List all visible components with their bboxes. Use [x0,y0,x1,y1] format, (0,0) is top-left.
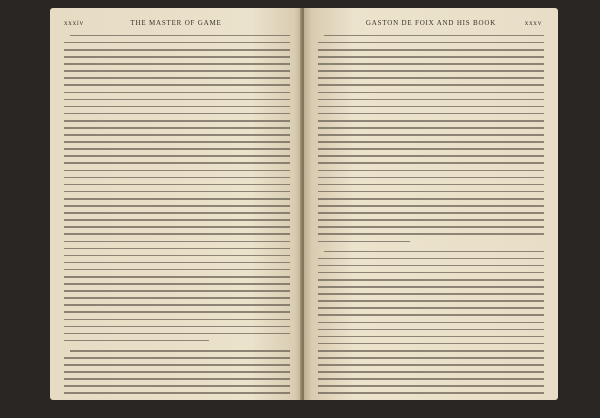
text-line [318,113,544,118]
paragraph [318,251,544,400]
left-page [50,8,302,400]
text-line [64,70,290,75]
text-line [64,304,290,309]
text-line [318,77,544,82]
text-line [64,269,290,274]
text-line [318,184,544,189]
paragraph [64,35,290,345]
right-page-number: xxxv [524,19,542,27]
text-line [318,42,544,47]
text-line [318,134,544,139]
right-head-title: GASTON DE FOIX AND HIS BOOK [365,19,497,27]
text-line [64,357,290,362]
text-line [318,70,544,75]
text-line [318,258,544,263]
text-line [64,311,290,316]
text-line [64,77,290,82]
text-line [318,279,544,284]
text-line [64,49,290,54]
text-line [318,286,544,291]
text-line [64,191,290,196]
text-line [64,233,290,238]
text-line [64,170,290,175]
text-line [64,56,290,61]
text-line [318,392,544,397]
text-line [64,92,290,97]
left-running-head [50,19,302,29]
text-line [64,141,290,146]
text-line [64,326,290,331]
text-line [64,378,290,383]
text-line [318,300,544,305]
text-line [318,177,544,182]
left-body-text [64,33,290,400]
text-line [64,276,290,281]
text-line [318,322,544,327]
text-line [318,84,544,89]
text-line [318,63,544,68]
text-line [318,148,544,153]
text-line [64,219,290,224]
text-line [318,162,544,167]
text-line [318,141,544,146]
right-running-head [304,19,558,29]
text-line [64,106,290,111]
text-line [318,233,544,238]
text-line [318,307,544,312]
text-line [64,162,290,167]
text-line [64,205,290,210]
text-line [318,343,544,348]
text-line [64,127,290,132]
text-line [64,198,290,203]
text-line [318,357,544,362]
text-line [64,99,290,104]
text-line [318,378,544,383]
text-line [318,293,544,298]
left-head-title: THE MASTER OF GAME [130,19,222,27]
text-line [318,265,544,270]
text-line [318,99,544,104]
text-line [64,226,290,231]
text-line [318,106,544,111]
text-line [64,364,290,369]
right-page [304,8,558,400]
text-line [318,191,544,196]
text-line [318,272,544,277]
text-line [64,350,290,355]
text-line [318,219,544,224]
text-line [318,127,544,132]
text-line [64,241,290,246]
text-line [64,63,290,68]
text-line [64,371,290,376]
text-line [318,251,544,256]
text-line [318,350,544,355]
text-line [318,226,544,231]
text-line [64,113,290,118]
text-line [64,177,290,182]
left-page-number: xxxiv [64,19,84,27]
text-line [64,148,290,153]
text-line [64,248,290,253]
text-line [64,212,290,217]
text-line [64,255,290,260]
open-book [50,8,558,400]
text-line [64,134,290,139]
text-line [318,120,544,125]
text-line [318,364,544,369]
text-line [318,170,544,175]
text-line [318,92,544,97]
text-line [64,385,290,390]
text-line [64,283,290,288]
text-line [318,35,544,40]
text-line [64,262,290,267]
text-line [64,290,290,295]
text-line [318,212,544,217]
text-line [318,314,544,319]
right-body-text [318,33,544,400]
text-line [64,155,290,160]
text-line [318,329,544,334]
text-line [318,336,544,341]
paragraph [318,35,544,246]
text-line [64,319,290,324]
text-line [64,42,290,47]
text-line [318,49,544,54]
paragraph [64,350,290,400]
text-line [318,371,544,376]
text-line [64,297,290,302]
text-line [64,120,290,125]
text-line [318,385,544,390]
text-line [318,205,544,210]
text-line [64,333,290,338]
text-line [64,184,290,189]
text-line [318,56,544,61]
text-line [318,155,544,160]
text-line [64,35,290,40]
text-line [64,392,290,397]
text-line [64,84,290,89]
text-line [318,198,544,203]
